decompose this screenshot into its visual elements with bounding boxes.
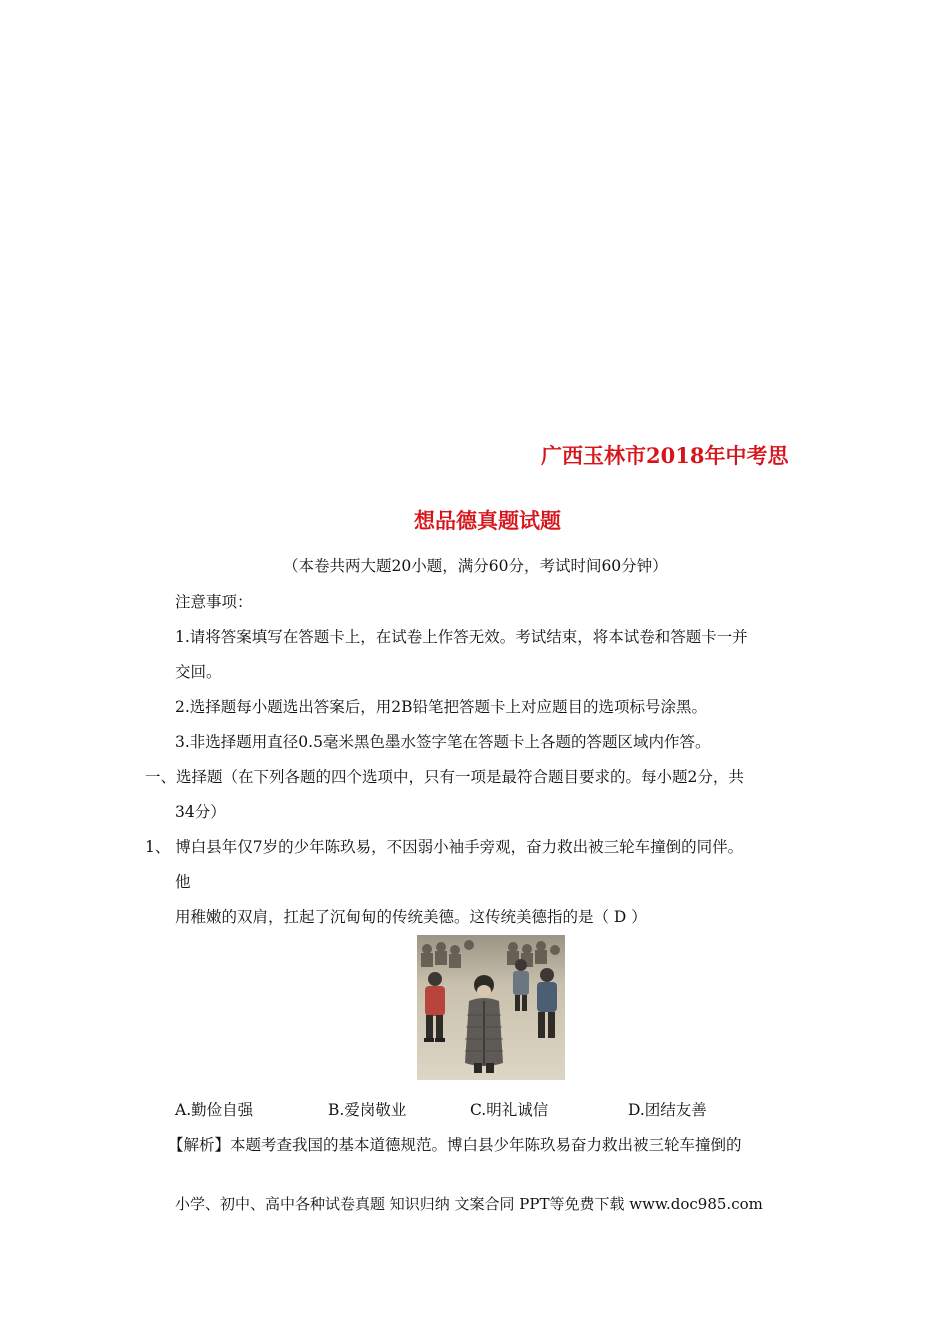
question-1-analysis: 【解析】本题考查我国的基本道德规范。博白县少年陈玖易奋力救出被三轮车撞倒的 xyxy=(168,1136,742,1154)
section-heading-cont: 34分） xyxy=(175,803,226,821)
exam-title-line1: 广西玉林市2018年中考思 xyxy=(541,443,789,468)
note-item-1-cont: 交回。 xyxy=(175,663,222,681)
note-item-1: 1.请将答案填写在答题卡上，在试卷上作答无效。考试结束，将本试卷和答题卡一并 xyxy=(175,628,748,646)
question-1-text: 1、 博白县年仅7岁的少年陈玖易，不因弱小袖手旁观，奋力救出被三轮车撞倒的同伴。 xyxy=(145,838,744,856)
notes-heading: 注意事项： xyxy=(175,593,253,611)
option-d: D.团结友善 xyxy=(628,1101,707,1119)
option-c: C.明礼诚信 xyxy=(470,1101,549,1119)
question-1-stem: 用稚嫩的双肩，扛起了沉甸甸的传统美德。这传统美德指的是（ D ） xyxy=(175,908,647,926)
option-b: B.爱岗敬业 xyxy=(328,1101,407,1119)
section-heading: 一、选择题（在下列各题的四个选项中，只有一项是最符合题目要求的。每小题2分，共 xyxy=(145,768,744,786)
option-a: A.勤俭自强 xyxy=(175,1101,254,1119)
exam-title-line2: 想品德真题试题 xyxy=(414,508,561,533)
question-1-text-cont: 他 xyxy=(175,873,191,891)
page-footer: 小学、初中、高中各种试卷真题 知识归纳 文案合同 PPT等免费下载 www.doc985.com xyxy=(175,1195,763,1213)
children-photo-illustration xyxy=(417,935,565,1080)
question-1-photo xyxy=(417,935,565,1080)
note-item-2: 2.选择题每小题选出答案后，用2B铅笔把答题卡上对应题目的选项标号涂黑。 xyxy=(175,698,708,716)
exam-subtitle: （本卷共两大题20小题，满分60分，考试时间60分钟） xyxy=(283,557,668,575)
note-item-3: 3.非选择题用直径0.5毫米黑色墨水签字笔在答题卡上各题的答题区域内作答。 xyxy=(175,733,711,751)
